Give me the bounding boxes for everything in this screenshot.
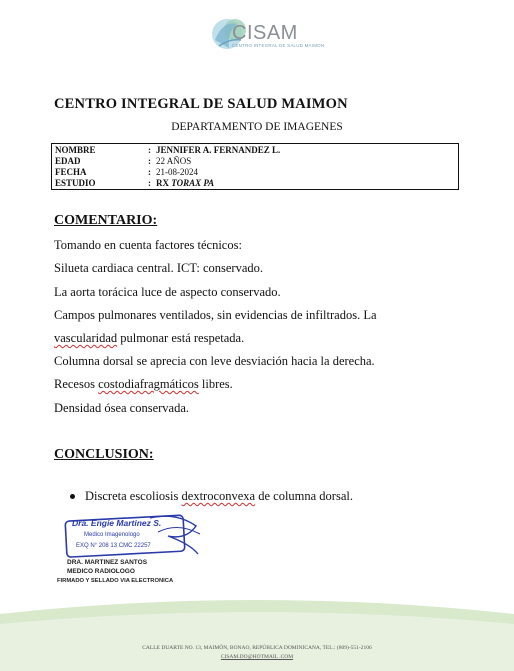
logo-wordmark: CISAM (232, 22, 298, 44)
signature-note: FIRMADO Y SELLADO VIA ELECTRONICA (57, 578, 174, 584)
spellcheck-mark: vascularidad (54, 331, 118, 345)
comment-line: Columna dorsal se aprecia con leve desviación hacia la derecha. (54, 354, 375, 368)
study-name: TORAX PA (171, 178, 215, 188)
department-name: DEPARTAMENTO DE IMAGENES (171, 121, 343, 133)
spellcheck-mark: dextroconvexa (181, 489, 256, 503)
footer-address: CALLE DUARTE NO. 13, MAIMÓN, BONAO, REPÚBLICA DOMINICANA, TEL.: (809)-551-2106 (142, 645, 372, 651)
bullet-icon (70, 494, 75, 499)
patient-label: ESTUDIO (55, 178, 96, 188)
study-prefix: RX (156, 178, 172, 188)
doctor-credentials (67, 558, 147, 576)
patient-separator: : (148, 156, 151, 166)
comment-line: La aorta torácica luce de aspecto conservado. (54, 285, 281, 299)
patient-label: EDAD (55, 156, 81, 166)
comments-heading: COMENTARIO: (54, 213, 158, 228)
comment-line: Tomando en cuenta factores técnicos: (54, 238, 242, 252)
patient-separator: : (148, 145, 151, 155)
page-title: CENTRO INTEGRAL DE SALUD MAIMON (54, 96, 348, 112)
comment-line: vascularidad pulmonar está respetada. (54, 331, 245, 345)
conclusion-heading: CONCLUSION: (54, 447, 154, 462)
conclusion-item (70, 489, 353, 504)
doctor-name: DRA. MARTINEZ SANTOS (67, 559, 148, 566)
conclusion-text: Discreta escoliosis dextroconvexa de columna dorsal. (85, 489, 353, 503)
stamp-role: Medico Imagenologo (84, 532, 140, 538)
doctor-title: MEDICO RADIOLOGO (67, 568, 135, 575)
patient-label: FECHA (55, 167, 87, 177)
spellcheck-mark: costodiafragmáticos (98, 377, 199, 391)
comment-line: Campos pulmonares ventilados, sin evidencias de infiltrados. La (54, 308, 377, 322)
logo-tagline: CENTRO INTEGRAL DE SALUD MAIMON (232, 43, 325, 48)
stamp-exequatur: EXQ N° 208 13 CMC 22257 (76, 543, 151, 549)
patient-age-value: 22 AÑOS (156, 156, 192, 166)
comment-line: Densidad ósea conservada. (54, 401, 190, 415)
patient-separator: : (148, 167, 151, 177)
footer-email: CISAM.DO@HOTMAIL .COM (220, 654, 294, 660)
stamp-name: Dra. Engie Martinez S. (72, 518, 162, 528)
patient-name-value: JENNIFER A. FERNANDEZ L. (156, 145, 281, 155)
patient-date-value: 21-08-2024 (156, 167, 198, 177)
patient-separator: : (148, 178, 151, 188)
patient-info-box (51, 143, 459, 190)
comment-line: Recesos costodiafragmáticos libres. (54, 377, 233, 391)
patient-study-value (156, 178, 214, 188)
comment-line: Silueta cardiaca central. ICT: conservado. (54, 261, 264, 275)
patient-label: NOMBRE (55, 145, 96, 155)
